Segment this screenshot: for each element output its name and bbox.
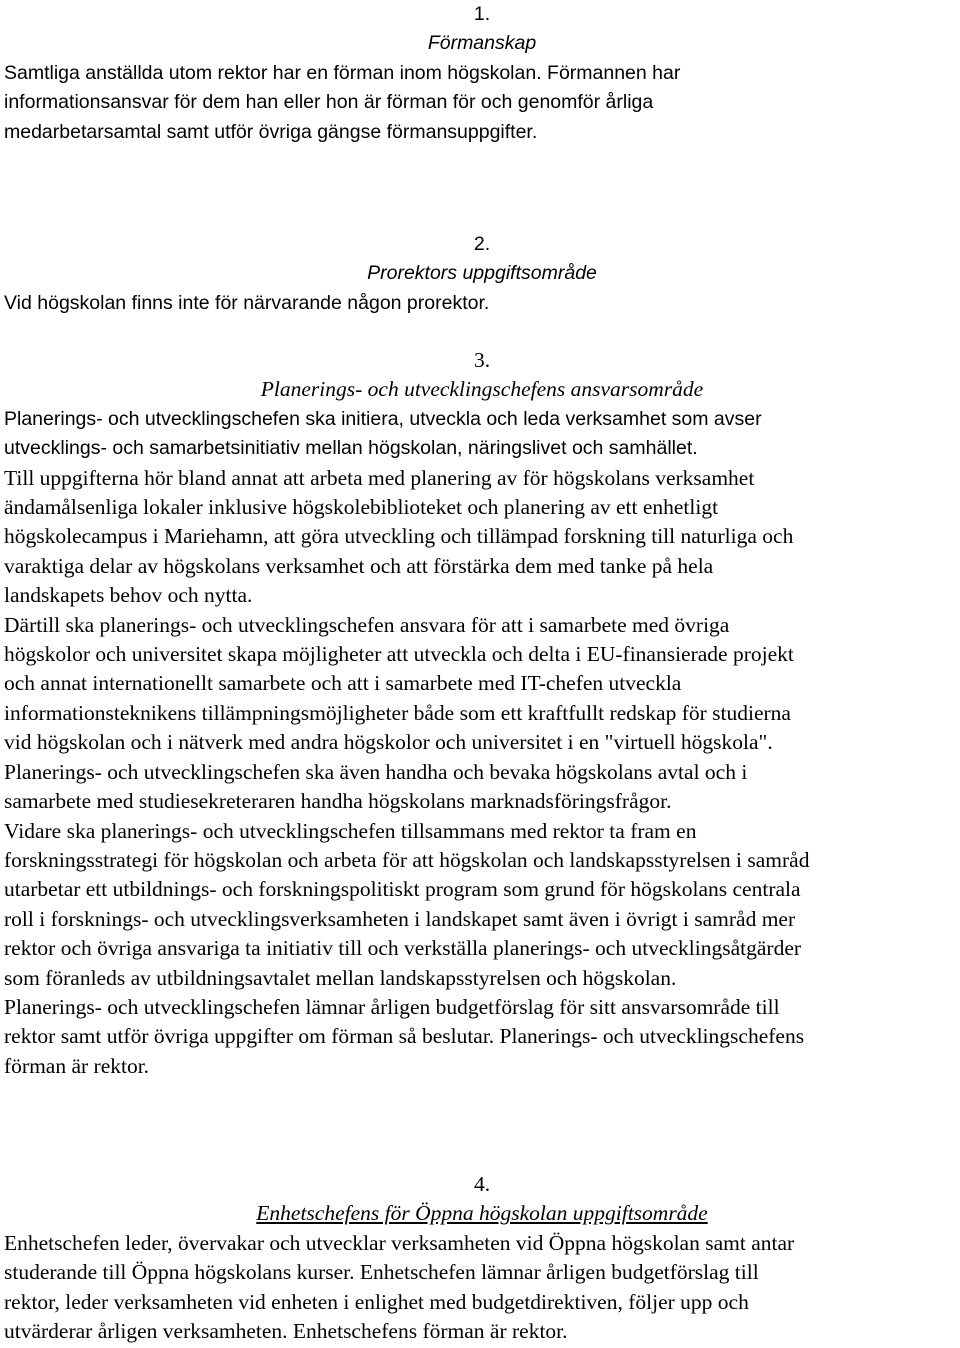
section-2: [4, 230, 960, 318]
paragraph-line: forskningsstrategi för högskolan och arbeta för att högskolan och landskapsstyrelsen i samråd: [4, 847, 810, 872]
paragraph-line: Planerings- och utvecklingschefen ska initiera, utveckla och leda verksamhet som avser: [4, 407, 762, 430]
section-paragraph: [4, 59, 960, 147]
paragraph-line: Vid högskolan finns inte för närvarande någon prorektor.: [4, 291, 490, 314]
section-number: 2.: [473, 233, 491, 255]
section-paragraph: [4, 1229, 960, 1347]
paragraph-line: samarbete med studiesekreteraren handha högskolans marknadsföringsfrågor.: [4, 789, 672, 814]
section-1: [4, 0, 960, 147]
paragraph-line: Planerings- och utvecklingschefen lämnar årligen budgetförslag för sitt ansvarsområde till: [4, 994, 780, 1019]
section-number: 4.: [473, 1172, 491, 1196]
paragraph-line: Till uppgifterna hör bland annat att arbeta med planering av för högskolans verksamhet: [4, 465, 755, 490]
paragraph-line: vid högskolan och i nätverk med andra högskolor och universitet i en "virtuell högskola".: [4, 730, 773, 755]
section-number: 1.: [473, 3, 491, 25]
paragraph-line: Planerings- och utvecklingschefen ska även handha och bevaka högskolans avtal och i: [4, 759, 748, 784]
paragraph-line: informationsteknikens tillämpningsmöjligheter både som ett kraftfullt redskap för studierna: [4, 700, 791, 725]
section-heading: Prorektors uppgiftsområde: [367, 262, 597, 285]
section-heading: Förmanskap: [427, 32, 537, 55]
paragraph-line: medarbetarsamtal samt utför övriga gängse förmansuppgifter.: [4, 120, 538, 143]
paragraph-line: ändamålsenliga lokaler inklusive högskolebiblioteket och planering av ett enhetligt: [4, 495, 719, 520]
section-heading: Enhetschefens för Öppna högskolan uppgiftsområde: [256, 1201, 708, 1226]
paragraph-line: landskapets behov och nytta.: [4, 583, 253, 608]
paragraph-line: Enhetschefen leder, övervakar och utvecklar verksamheten vid Öppna högskolan samt antar: [4, 1230, 795, 1255]
paragraph-line: varaktiga delar av högskolans verksamhet och att förstärka dem med tanke på hela: [4, 553, 714, 578]
paragraph-line: informationsansvar för dem han eller hon är förman för och genomför årliga: [4, 91, 654, 114]
paragraph-line: roll i forsknings- och utvecklingsverksamheten i landskapet samt även i övrigt i samråd mer: [4, 906, 796, 931]
paragraph-line: utarbetar ett utbildnings- och forskningspolitiskt program som grund för högskolans centrala: [4, 877, 801, 902]
paragraph-line: Därtill ska planerings- och utvecklingschefen ansvara för att i samarbete med övriga: [4, 612, 730, 637]
section-heading: Planerings- och utvecklingschefens ansvarsområde: [260, 377, 704, 402]
paragraph-line: utvecklings- och samarbetsinitiativ mellan högskolan, näringslivet och samhället.: [4, 437, 698, 460]
paragraph-line: Vidare ska planerings- och utvecklingschefen tillsammans med rektor ta fram en: [4, 818, 697, 843]
paragraph-line: Samtliga anställda utom rektor har en förman inom högskolan. Förmannen har: [4, 61, 681, 84]
paragraph-line: förman är rektor.: [4, 1053, 150, 1078]
paragraph-line: och annat internationellt samarbete och att i samarbete med IT-chefen utveckla: [4, 671, 682, 696]
section-body-paragraph: [4, 464, 960, 1082]
section-3: [4, 346, 960, 1081]
paragraph-line: rektor och övriga ansvariga ta initiativ till och verkställa planerings- och utvecklingsåtgärder: [4, 936, 802, 961]
section-number: 3.: [473, 348, 491, 372]
paragraph-line: som föranleds av utbildningsavtalet mellan landskapsstyrelsen och högskolan.: [4, 965, 677, 990]
paragraph-line: högskolor och universitet skapa möjligheter att utveckla och delta i EU-finansierade projekt: [4, 642, 794, 667]
section-intro-paragraph: [4, 405, 960, 464]
paragraph-line: rektor, leder verksamheten vid enheten i enlighet med budgetdirektiven, följer upp och: [4, 1289, 749, 1314]
section-paragraph: [4, 289, 960, 318]
paragraph-line: studerande till Öppna högskolans kurser. Enhetschefen lämnar årligen budgetförslag till: [4, 1260, 759, 1285]
paragraph-line: utvärderar årligen verksamheten. Enhetschefens förman är rektor.: [4, 1319, 568, 1344]
section-4: [4, 1170, 960, 1346]
paragraph-line: rektor samt utför övriga uppgifter om förman så beslutar. Planerings- och utvecklingschefens: [4, 1024, 805, 1049]
paragraph-line: högskolecampus i Mariehamn, att göra utveckling och tillämpad forskning till naturliga och: [4, 524, 794, 549]
